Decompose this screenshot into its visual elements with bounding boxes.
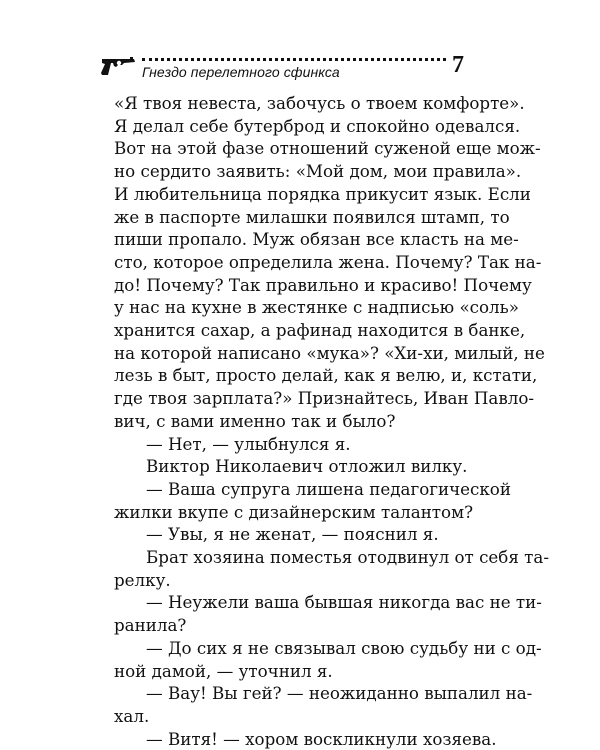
text-line: — Витя! — хором воскликнули хозяева.: [146, 728, 497, 749]
running-header: [100, 52, 464, 84]
text-line: у нас на кухне в жестянке с надписью «соль»: [114, 297, 519, 318]
text-line: лезь в быт, просто делай, как я велю, и, кстати,: [114, 365, 538, 386]
text-line: жилки вкупе с дизайнерским талантом?: [114, 501, 474, 522]
text-line: — Нет, — улыбнулся я.: [146, 433, 351, 454]
text-line: вич, с вами именно так и было?: [114, 410, 396, 431]
text-line: И любительница порядка прикусит язык. Если: [114, 183, 531, 204]
body-text: [114, 92, 550, 750]
text-line: на которой написано «мука»? «Хи-хи, милый, не: [114, 342, 545, 363]
text-line: хранится сахар, а рафинад находится в банке,: [114, 320, 526, 341]
text-line: Брат хозяина поместья отодвинул от себя та-: [146, 547, 550, 568]
text-line: релку.: [114, 569, 171, 590]
text-line: — До сих я не связывал свою судьбу ни с од-: [146, 637, 542, 658]
text-line: ной дамой, — уточнил я.: [114, 660, 333, 681]
text-line: «Я твоя невеста, забочусь о твоем комфорте».: [114, 93, 525, 113]
revolver-icon: [100, 54, 138, 78]
text-line: сто, которое определила жена. Почему? Так на-: [114, 251, 542, 272]
text-line: где твоя зарплата?» Признайтесь, Иван Павло-: [114, 388, 535, 409]
text-line: ранила?: [114, 615, 187, 636]
text-line: пиши пропало. Муж обязан все класть на ме-: [114, 229, 519, 250]
text-line: же в паспорте милашки появился штамп, то: [114, 206, 510, 227]
text-line: — Неужели ваша бывшая никогда вас не ти-: [146, 592, 542, 613]
text-line: хал.: [114, 705, 150, 726]
text-line: — Ваша супруга лишена педагогической: [146, 478, 511, 499]
text-line: но сердито заявить: «Мой дом, мои правила».: [114, 161, 522, 182]
text-line: Вот на этой фазе отношений суженой еще мож-: [114, 138, 541, 159]
text-line: — Увы, я не женат, — пояснил я.: [146, 524, 439, 545]
text-line: — Вау! Вы гей? — неожиданно выпалил на-: [146, 683, 533, 704]
text-line: до! Почему? Так правильно и красиво! Почему: [114, 274, 532, 295]
page-number: 7: [452, 52, 464, 78]
text-line: Я делал себе бутерброд и спокойно одевался.: [114, 115, 521, 136]
running-title: Гнездо перелетного сфинкса: [142, 64, 340, 80]
header-dotted-rule: [142, 58, 446, 61]
text-line: Виктор Николаевич отложил вилку.: [146, 456, 468, 477]
